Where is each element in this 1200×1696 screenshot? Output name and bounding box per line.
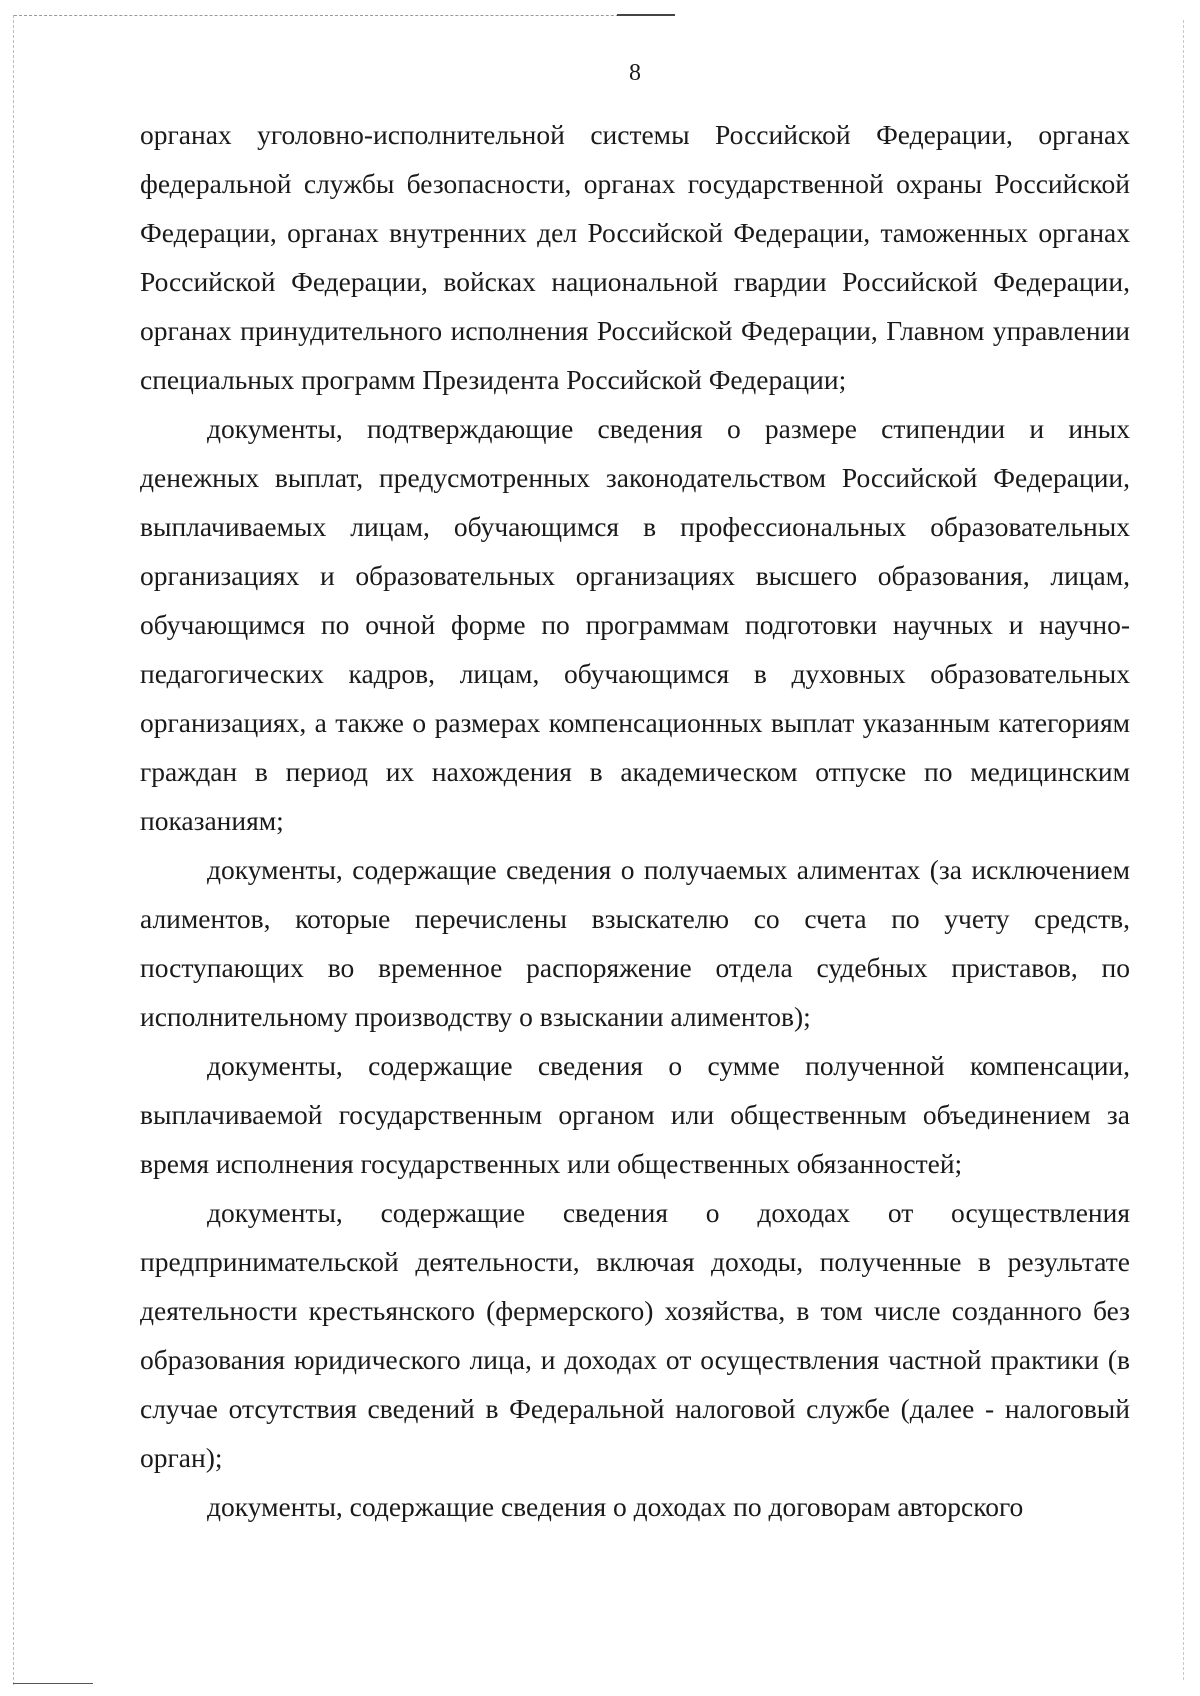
paragraph-compensation-documents: документы, содержащие сведения о сумме полученной компенсации, выплачиваемой государственным органом или общественным объединением за время исполнения государственных или общественных обязанностей; xyxy=(140,1050,1130,1179)
scan-edge-left xyxy=(13,15,14,1685)
paragraph-business-income-documents: документы, содержащие сведения о доходах от осуществления предпринимательской деятельности, включая доходы, полученные в результате деятельности крестьянского (фермерского) хозяйства, в том числе созданного без образования юридического лица, и доходах от осуществления частной практики (в случае отсутствия сведений в Федеральной налоговой службе (далее - налоговый орган); xyxy=(140,1197,1130,1473)
paragraph-copyright-income-documents: документы, содержащие сведения о доходах по договорам авторского xyxy=(207,1491,1024,1522)
scan-edge-bottom xyxy=(13,1683,93,1684)
document-body xyxy=(140,110,1130,1531)
paragraph-continuation: органах уголовно-исполнительной системы Российской Федерации, органах федеральной службы безопасности, органах государственной охраны Российской Федерации, органах внутренних дел Российской Федерации, таможенных органах Российской Федерации, войсках национальной гвардии Российской Федерации, органах принудительного исполнения Российской Федерации, Главном управлении специальных программ Президента Российской Федерации; xyxy=(140,119,1130,395)
scan-edge-top xyxy=(14,15,674,16)
paragraph-alimony-documents: документы, содержащие сведения о получаемых алиментах (за исключением алиментов, которые перечислены взыскателю со счета по учету средств, поступающих во временное распоряжение отдела судебных приставов, по исполнительному производству о взыскании алиментов); xyxy=(140,854,1130,1032)
page-number: 8 xyxy=(629,60,641,86)
scan-mark-top xyxy=(617,14,675,16)
scan-edge-right xyxy=(1183,20,1184,1680)
paragraph-stipend-documents: документы, подтверждающие сведения о размере стипендии и иных денежных выплат, предусмотренных законодательством Российской Федерации, выплачиваемых лицам, обучающимся в профессиональных образовательных организациях и образовательных организациях высшего образования, лицам, обучающимся по очной форме по программам подготовки научных и научно-педагогических кадров, лицам, обучающимся в духовных образовательных организациях, а также о размерах компенсационных выплат указанным категориям граждан в период их нахождения в академическом отпуске по медицинским показаниям; xyxy=(140,413,1130,836)
